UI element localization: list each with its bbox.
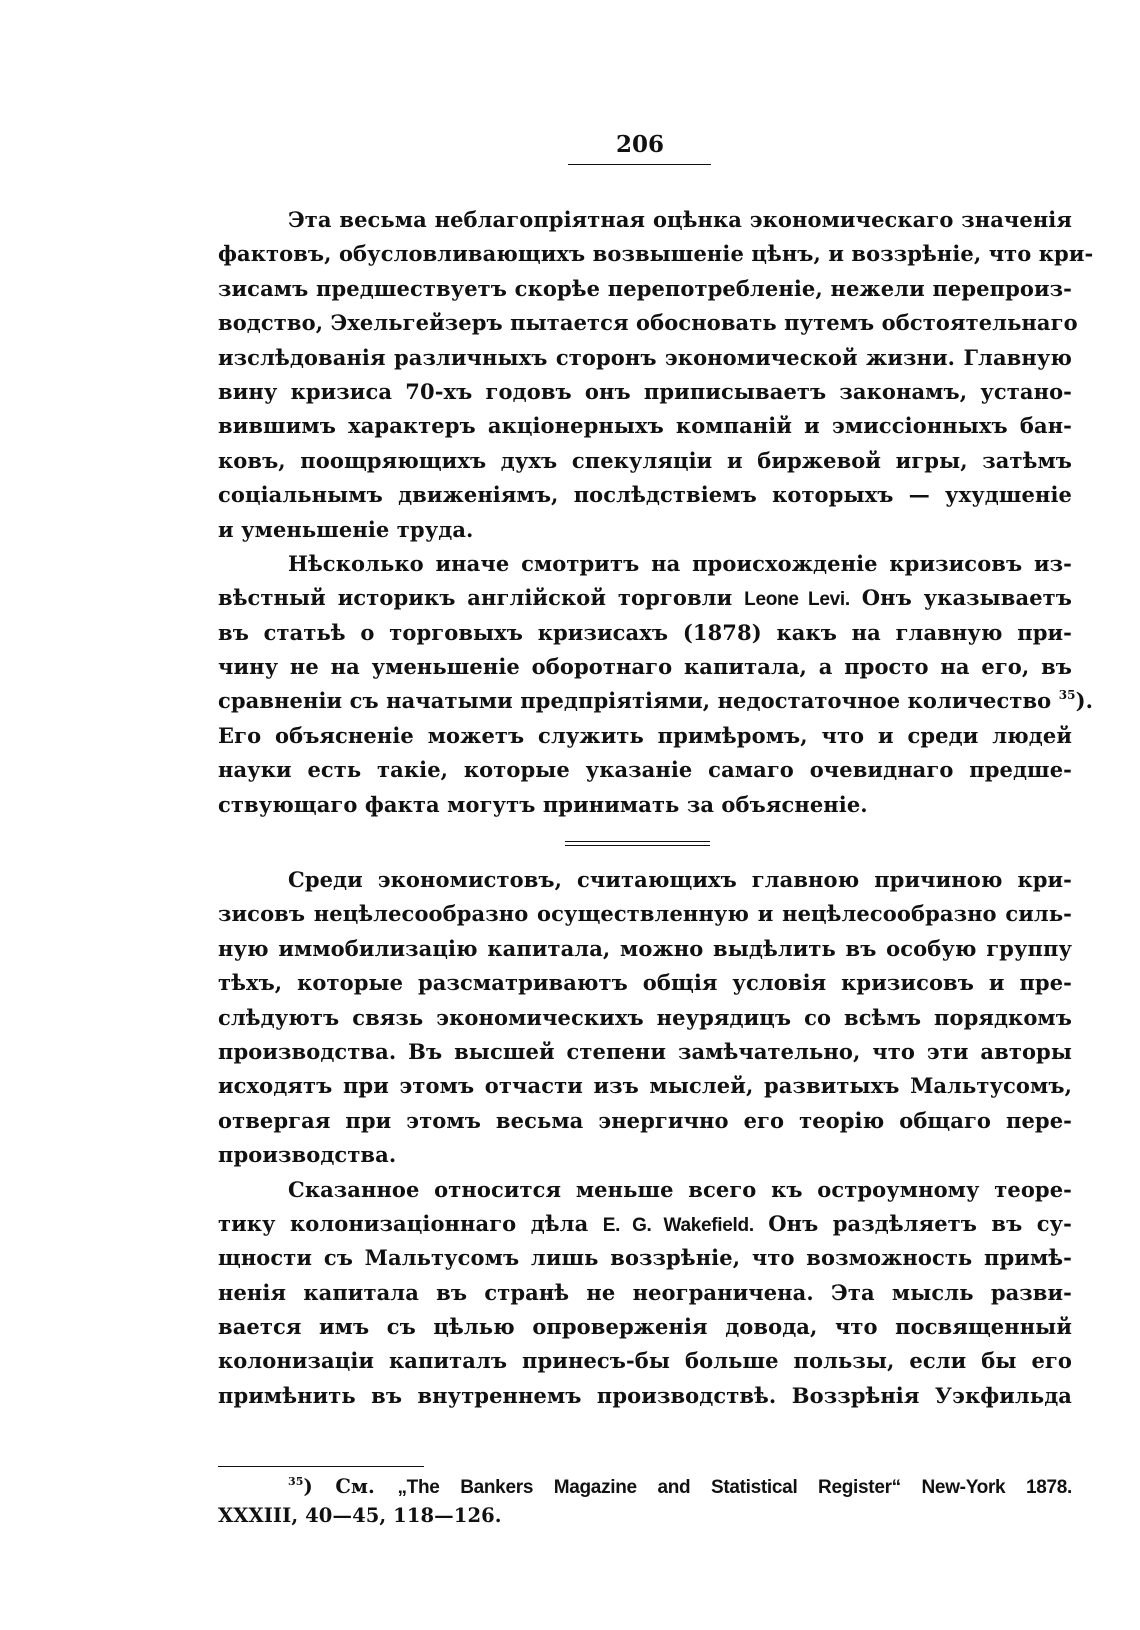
footnote-marker: 35 (288, 1475, 304, 1488)
text-line: ковъ, поощряющихъ духъ спекуляціи и биржевой игры, затѣмъ (218, 447, 1072, 473)
text-line: ствующаго факта могутъ принимать за объясненіе. (218, 791, 868, 817)
text-line: исходятъ при этомъ отчасти изъ мыслей, развитыхъ Мальтусомъ, (218, 1073, 1072, 1099)
text-line: вившимъ характеръ акціонерныхъ компаній и эмиссіонныхъ бан- (218, 413, 1072, 439)
section-2 (218, 863, 1072, 1413)
text-line (218, 684, 1094, 718)
text-line: Нѣсколько иначе смотритъ на происхожденіе кризисовъ из- (288, 550, 1072, 576)
paragraph (218, 547, 1094, 822)
text-line (218, 581, 1072, 615)
text-line: ненія капитала въ странѣ не неограничена. Эта мысль разви- (218, 1279, 1072, 1305)
cited-title: „The Bankers Magazine and Statistical Register“ New-York 1878. (397, 1477, 1073, 1498)
separator-rule (565, 845, 710, 846)
page-number-rule (568, 164, 711, 165)
text-line: соціальнымъ движеніямъ, послѣдствіемъ которыхъ — ухудшеніе (218, 482, 1072, 508)
section-separator (565, 841, 710, 847)
footnote (218, 1472, 1072, 1530)
text-line: науки есть такіе, которые указаніе самаго очевиднаго предше- (218, 757, 1072, 783)
paragraph (218, 1173, 1072, 1414)
text-line: зисовъ нецѣлесообразно осуществленную и нецѣлесообразно силь- (218, 901, 1072, 927)
text-line: вину кризиса 70-хъ годовъ онъ приписываетъ законамъ, устано- (218, 378, 1072, 404)
footnote-rule (218, 1466, 424, 1467)
text-line: ную иммобилизацію капитала, можно выдѣлить въ особую группу (218, 935, 1072, 961)
paragraph (218, 203, 1094, 547)
text-fragment: Онъ раздѣляетъ въ су- (768, 1210, 1072, 1236)
text-line: изслѣдованія различныхъ сторонъ экономической жизни. Главную (218, 344, 1072, 370)
text-line: Эта весьма неблагопріятная оцѣнка экономическаго значенія (288, 207, 1072, 232)
text-fragment: ). (1075, 688, 1094, 714)
text-fragment: вѣстный историкъ англійской торговли (218, 585, 733, 611)
author-name: Leone Levi. (744, 589, 850, 611)
footnote-reference: 35 (1058, 688, 1076, 703)
text-line: въ статьѣ о торговыхъ кризисахъ (1878) какъ на главную при- (218, 619, 1072, 645)
text-fragment: Онъ указываетъ (861, 585, 1072, 611)
text-line: отвергая при этомъ весьма энергично его теорію общаго пере- (218, 1107, 1072, 1133)
footnote-line: XXXIII, 40—45, 118—126. (218, 1504, 502, 1527)
text-line: тѣхъ, которые разсматриваютъ общія условія кризисовъ и пре- (218, 970, 1072, 996)
paragraph (218, 863, 1072, 1173)
text-line: чину не на уменьшеніе оборотнаго капитала, а просто на его, въ (218, 654, 1072, 680)
text-line: производства. Въ высшей степени замѣчательно, что эти авторы (218, 1038, 1072, 1064)
separator-rule (565, 841, 710, 842)
text-fragment: ) См. (303, 1475, 375, 1498)
text-line: щности съ Мальтусомъ лишь воззрѣніе, что возможность примѣ- (218, 1245, 1072, 1271)
text-line: Его объясненіе можетъ служить примѣромъ, что и среди людей (218, 722, 1072, 748)
text-line: колонизаціи капиталъ принесъ-бы больше пользы, если бы его (218, 1348, 1072, 1374)
author-name: E. G. Wakefield. (602, 1214, 754, 1236)
text-line (218, 1207, 1072, 1241)
section-1 (218, 203, 1094, 822)
text-line: слѣдуютъ связь экономическихъ неурядицъ со всѣмъ порядкомъ (218, 1004, 1072, 1030)
footnote-line (218, 1472, 1072, 1501)
text-fragment: сравненіи съ начатыми предпріятіями, недостаточное количество (218, 688, 1052, 714)
text-line: производства. (218, 1142, 397, 1168)
text-line: Среди экономистовъ, считающихъ главною причиною кри- (288, 867, 1072, 892)
text-fragment: тику колонизаціоннаго дѣла (218, 1210, 589, 1236)
text-line: вается имъ съ цѣлью опроверженія довода, что посвященный (218, 1314, 1072, 1340)
text-line: и уменьшеніе труда. (218, 516, 474, 542)
text-line: водство, Эхельгейзеръ пытается обосновать путемъ обстоятельнаго (218, 310, 1078, 336)
text-line: примѣнить въ внутреннемъ производствѣ. Воззрѣнія Уэкфильда (218, 1382, 1072, 1408)
text-line: зисамъ предшествуетъ скорѣе перепотребленіе, нежели перепроиз- (218, 275, 1072, 301)
page-number: 206 (615, 131, 664, 158)
text-line: фактовъ, обусловливающихъ возвышеніе цѣнъ, и воззрѣніе, что кри- (218, 241, 1094, 267)
text-line: Сказанное относится меньше всего къ остроумному теоре- (288, 1176, 1072, 1202)
